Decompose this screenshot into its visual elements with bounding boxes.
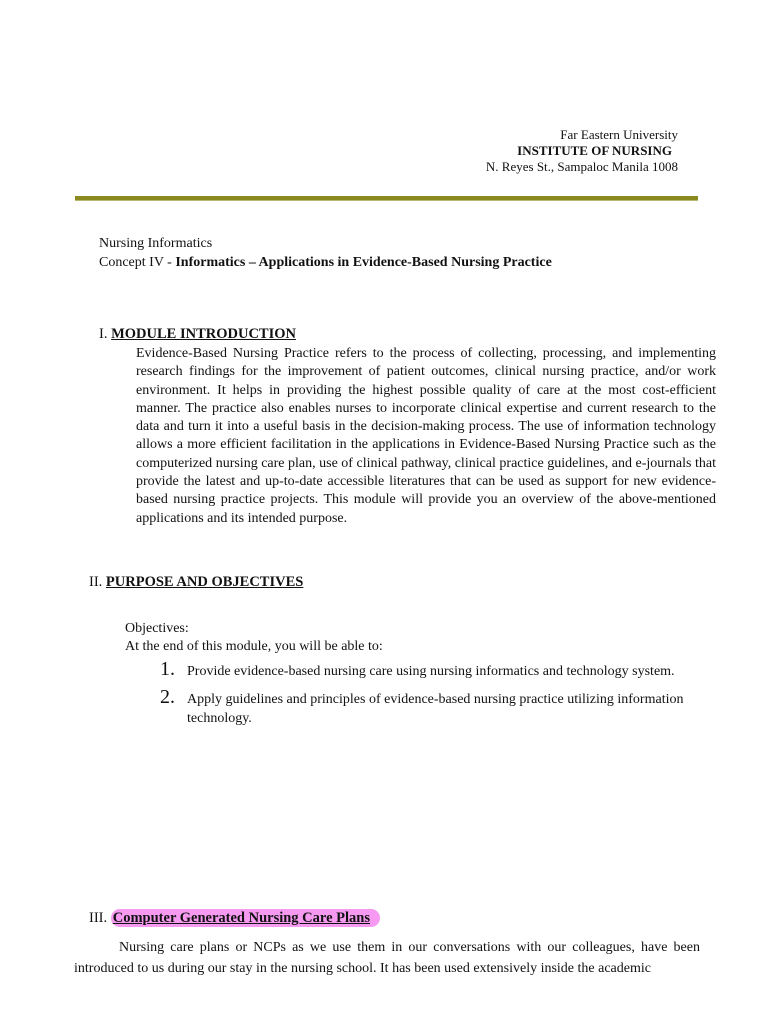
address: N. Reyes St., Sampaloc Manila 1008 (485, 159, 678, 174)
section-number: I. (99, 326, 112, 342)
section-heading-purpose (89, 573, 303, 591)
section-number: III. (89, 910, 111, 926)
concept-prefix: Concept IV - (99, 255, 176, 270)
section-title-highlighted: Computer Generated Nursing Care Plans (111, 909, 380, 927)
objectives-list (160, 658, 720, 733)
list-item (160, 686, 720, 728)
section-heading-intro (99, 325, 296, 343)
objectives-intro (125, 620, 383, 656)
university-name: Far Eastern University (560, 127, 678, 142)
objectives-label: Objectives: (125, 621, 189, 636)
concept-title: Informatics – Applications in Evidence-Based Nursing Practice (175, 255, 552, 270)
intro-paragraph: Evidence-Based Nursing Practice refers to the process of collecting, processing, and implementing research findings for the improvement of patient outcomes, clinical nursing practice, and/or work environment. It helps in providing the highest possible quality of care at the most cost-efficient manner. The practice also enables nurses to incorporate clinical expertise and current research to the data and turn it into a useful basis in the decision-making process. The use of information technology allows a more efficient facilitation in the applications in Evidence-Based Nursing Practice such as the computerized nursing care plan, use of clinical pathway, clinical practice guidelines, and e-journals that provide the latest and up-to-date accessible literatures that can be used as support for new evidence-based nursing practice projects. This module will provide you an overview of the above-mentioned applications and its intended purpose. (136, 346, 716, 526)
section-heading-ncp (89, 909, 380, 927)
course-heading (99, 234, 552, 272)
header-divider (75, 196, 698, 201)
list-item (160, 658, 720, 681)
subject-name: Nursing Informatics (99, 236, 213, 251)
section-number: II. (89, 574, 106, 590)
list-number: 1. (160, 658, 175, 680)
list-text: Apply guidelines and principles of evidence-based nursing practice utilizing information technology. (187, 692, 684, 726)
objectives-lead: At the end of this module, you will be able to: (125, 639, 383, 654)
ncp-paragraph: Nursing care plans or NCPs as we use them in our conversations with our colleagues, have been introduced to us during our stay in the nursing school. It has been used extensively inside the academic (74, 940, 700, 976)
list-text: Provide evidence-based nursing care using nursing informatics and technology system. (187, 664, 675, 679)
concept-line (99, 253, 552, 272)
list-number: 2. (160, 686, 175, 708)
section-title: PURPOSE AND OBJECTIVES (105, 574, 304, 590)
letterhead (486, 127, 678, 175)
institute-name: INSTITUTE OF NURSING (517, 143, 672, 158)
section-title: MODULE INTRODUCTION (111, 326, 296, 342)
